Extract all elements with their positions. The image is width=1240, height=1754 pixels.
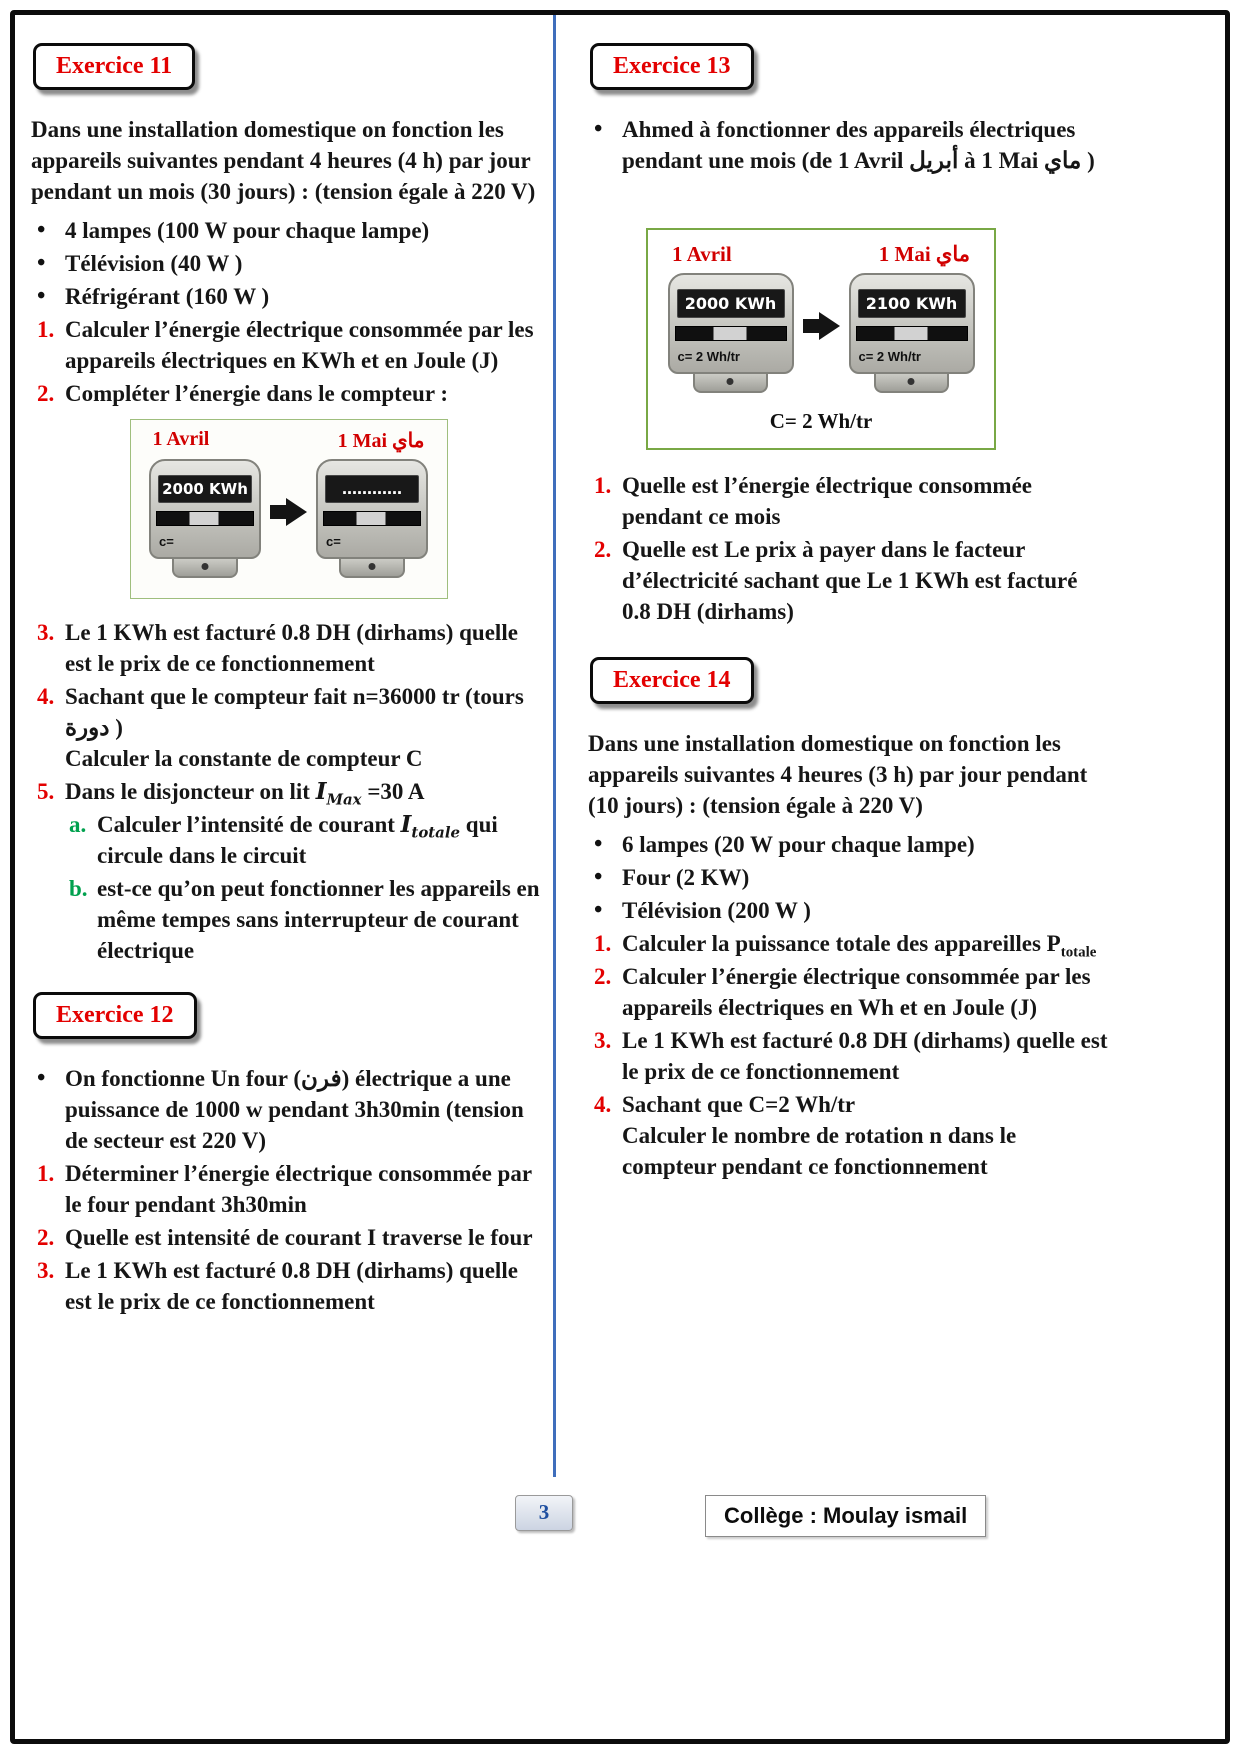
date-may-label: 1 Mai ماي [878,242,970,266]
bullet-text: Télévision (40 W ) [65,251,243,276]
question-line: Sachant que C=2 Wh/tr [622,1092,856,1117]
arrow-stem [270,505,286,519]
page-number: 3 [515,1495,573,1531]
question-number: 4. [37,684,55,709]
meter-base [172,559,239,578]
exercise-14-header [590,657,1108,704]
question-number: 2. [594,537,612,562]
math-subscript: totale [411,823,461,842]
question-text: est-ce qu’on peut fonctionner les appareils en même tempes sans interrupteur de courant électrique [97,876,540,963]
exercise-13-header [590,43,1108,90]
question-item [588,1089,1108,1182]
question-text: Le 1 KWh est facturé 0.8 DH (dirhams) quelle est le prix de ce fonctionnement [622,1028,1108,1084]
left-column [31,43,546,1319]
question-item [31,1158,546,1220]
date-april-label: 1 Avril [672,242,732,266]
meter-body [316,459,428,559]
math-subscript: totale [1060,944,1097,961]
question-text: Compléter l’énergie dans le compteur : [65,381,449,406]
question-item [588,961,1108,1023]
exercise-13-title: Exercice 13 [590,43,754,90]
question-text [65,681,546,774]
question-text: Quelle est l’énergie électrique consommée pendant ce mois [622,473,1033,529]
arrow-right-icon [270,498,307,526]
question-number: 4. [594,1092,612,1117]
bullet-text: Télévision (200 W ) [622,898,811,923]
exercise-12 [31,992,546,1317]
meter-constant-label: c= [326,534,341,549]
school-name: Collège : Moulay ismail [724,1503,968,1528]
math-variable: I [315,778,327,805]
meter-constant-caption: C= 2 Wh/tr [769,409,873,433]
bullet-icon: • [37,283,46,309]
math-variable: I [400,811,412,838]
question-number: 2. [37,381,55,406]
arrow-right-icon [803,312,840,340]
meter-base [339,559,406,578]
bullet-text: 4 lampes (100 W pour chaque lampe) [65,218,430,243]
question-text-pre: Calculer l’intensité de courant [97,812,401,837]
question-item [31,617,546,679]
date-may-label: 1 Mai ماي [337,430,425,452]
bullet-icon: • [37,250,46,276]
bullet-text: On fonctionne Un four (فرن) électrique a une puissance de 1000 w pendant 3h30min (tension de secteur est 220 V) [65,1066,524,1153]
question-item [588,928,1108,959]
exercise-12-header [33,992,546,1039]
figure-dates [139,428,439,453]
question-number: 1. [37,317,55,342]
math-variable: P [1046,931,1061,956]
bullet-item [31,248,546,279]
meter-constant-label: c= 2 Wh/tr [858,349,921,364]
question-text: Calculer l’énergie électrique consommée par les appareils électriques en KWh et en Joule (J) [65,317,534,373]
meter-body [849,273,975,374]
meter-body [149,459,261,559]
worksheet-page [10,10,1230,1744]
exercise-14-intro: Dans une installation domestique on fonction les appareils suivantes 4 heures (3 h) par jour pendant (10 jours) : (tension égale à 220 V) [588,731,1088,818]
bullet-icon: • [594,116,603,142]
right-column [588,43,1108,1319]
meters-row [658,273,984,393]
question-text [97,809,546,871]
school-name-box [705,1495,986,1537]
sub-question-item [63,809,546,871]
meter-figure-ex13 [646,228,996,450]
question-text-pre: Calculer la puissance totale des appareilles [622,931,1047,956]
electric-meter-may [849,273,975,393]
question-text: Le 1 KWh est facturé 0.8 DH (dirhams) quelle est le prix de ce fonctionnement [65,620,518,676]
figure-dates [658,242,984,267]
meters-row [139,459,439,578]
question-item [588,534,1108,627]
bullet-icon: • [594,864,603,890]
exercise-11 [31,43,546,966]
exercise-13 [588,43,1108,627]
exercise-11-title: Exercice 11 [33,43,195,90]
bullet-text: Ahmed à fonctionner des appareils électriques pendant une mois (de 1 Avril أبريل à 1 Mai ماي ) [622,117,1095,173]
sub-question-letter: b. [69,876,88,901]
question-line: Calculer le nombre de rotation n dans le compteur pendant ce fonctionnement [622,1123,1017,1179]
question-text [622,928,1108,959]
bullet-icon: • [37,1065,46,1091]
question-number: 2. [594,964,612,989]
bullet-text: Réfrigérant (160 W ) [65,284,270,309]
meter-reading: 2000 KWh [677,289,785,318]
meter-reading: ………… [325,475,419,503]
meter-constant-label: c= [159,534,174,549]
electric-meter-may [316,459,428,578]
exercise-14 [588,657,1108,1182]
electric-meter-april [668,273,794,393]
exercise-11-intro: Dans une installation domestique on fonction les appareils suivantes pendant 4 heures (4 h) par jour pendant un mois (30 jours) : (tension égale à 220 V) [31,117,536,204]
question-number: 3. [594,1028,612,1053]
arrow-head [286,498,307,526]
arrow-stem [803,319,819,333]
meter-figure-ex11 [130,419,448,599]
question-item [31,681,546,774]
question-number: 5. [37,779,55,804]
bullet-item [31,1063,546,1156]
meter-base [874,374,949,393]
meter-disc [856,326,968,341]
question-text: Quelle est Le prix à payer dans le facteur d’électricité sachant que Le 1 KWh est facturé 0.8 DH (dirhams) [622,537,1078,624]
question-item [588,1025,1108,1087]
math-subscript: Max [326,790,362,809]
question-item [31,314,546,376]
question-line: Calculer la constante de compteur C [65,746,423,771]
bullet-icon: • [37,217,46,243]
bullet-item [31,215,546,246]
question-item [588,470,1108,532]
question-item [31,1255,546,1317]
question-text: Déterminer l’énergie électrique consommée par le four pendant 3h30min [65,1161,532,1217]
bullet-item [31,281,546,312]
question-number: 1. [594,473,612,498]
meter-base [693,374,768,393]
question-text-post: qui circule dans le circuit [97,812,498,868]
question-text-pre: Dans le disjoncteur on lit [65,779,316,804]
sub-question-item [63,873,546,966]
question-text [622,1089,1108,1182]
bullet-item [588,895,1108,926]
question-number: 1. [594,931,612,956]
page-content [15,15,1225,1319]
bullet-icon: • [594,897,603,923]
question-line: Sachant que le compteur fait n=36000 tr (tours دورة ) [65,684,524,740]
bullet-icon: • [594,831,603,857]
arrow-head [819,312,840,340]
question-item [31,776,546,807]
bullet-item [588,829,1108,860]
exercise-14-title: Exercice 14 [590,657,754,704]
bullet-item [588,862,1108,893]
question-number: 2. [37,1225,55,1250]
question-item [31,1222,546,1253]
question-text: Quelle est intensité de courant I traverse le four [65,1225,533,1250]
question-item [31,378,546,409]
date-april-label: 1 Avril [152,428,210,450]
question-text: Le 1 KWh est facturé 0.8 DH (dirhams) quelle est le prix de ce fonctionnement [65,1258,518,1314]
question-text: Calculer l’énergie électrique consommée par les appareils électriques en Wh et en Joule (J) [622,964,1091,1020]
question-text-post: =30 A [361,779,425,804]
meter-body [668,273,794,374]
meter-constant-label: c= 2 Wh/tr [677,349,740,364]
bullet-text: 6 lampes (20 W pour chaque lampe) [622,832,975,857]
exercise-12-title: Exercice 12 [33,992,197,1039]
meter-disc [323,511,421,526]
question-text [65,776,546,807]
meter-reading: 2000 KWh [158,475,252,503]
exercise-11-header [33,43,546,90]
question-number: 3. [37,620,55,645]
sub-question-letter: a. [69,812,87,837]
meter-reading: 2100 KWh [858,289,966,318]
meter-disc [675,326,787,341]
bullet-item [588,114,1108,176]
question-number: 3. [37,1258,55,1283]
question-number: 1. [37,1161,55,1186]
bullet-text: Four (2 KW) [622,865,750,890]
electric-meter-april [149,459,261,578]
meter-disc [156,511,254,526]
